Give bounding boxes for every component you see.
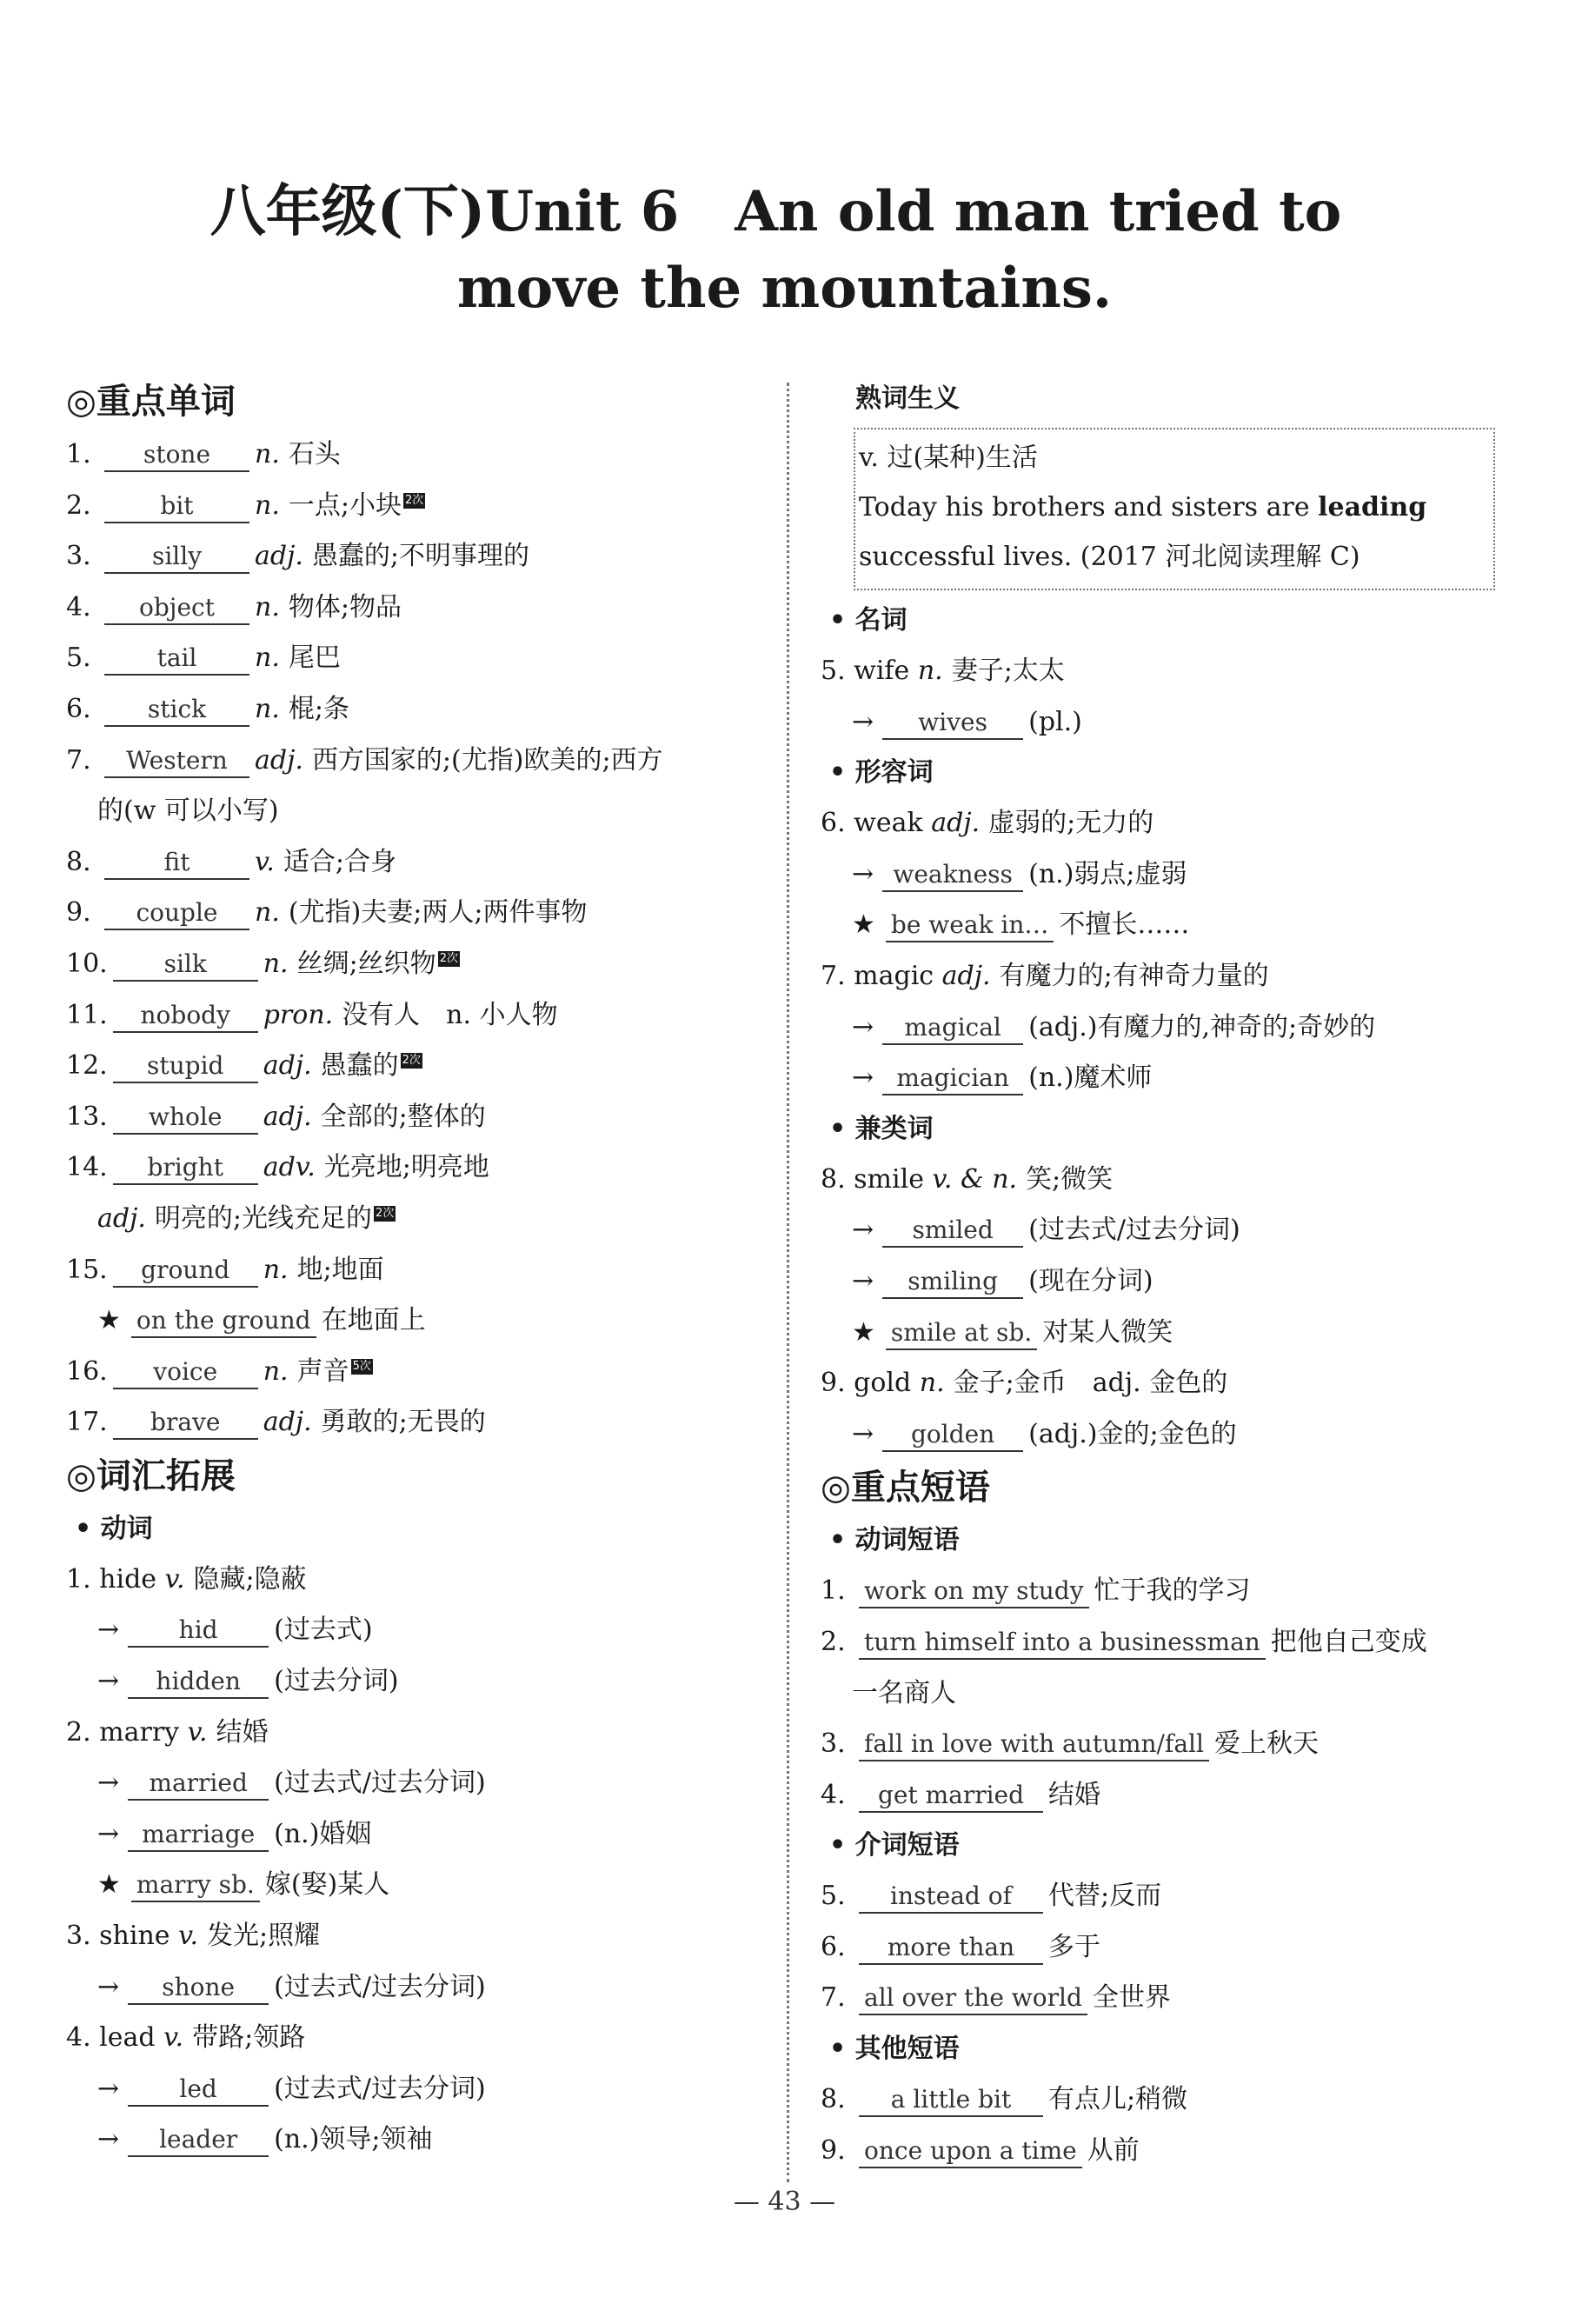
- form-row: [821, 1053, 1516, 1104]
- meaning: 结婚: [216, 1716, 269, 1748]
- meaning: 西方国家的;(尤指)欧美的;西方: [311, 744, 663, 776]
- item-number: 1.: [821, 1575, 846, 1607]
- frequency-badge: 2次: [376, 1206, 395, 1220]
- meaning: 石头: [288, 439, 341, 469]
- phrase-meaning: 在地面上: [321, 1305, 426, 1336]
- form-row: [66, 2064, 761, 2115]
- item-number: 2.: [821, 1626, 846, 1657]
- page-number: — 43 —: [733, 2187, 836, 2217]
- item-number: 9.: [66, 897, 91, 929]
- part-of-speech: v.: [187, 1716, 208, 1748]
- entry-head: 9. gold: [821, 1368, 912, 1399]
- answer-blank: stone: [104, 439, 249, 472]
- form-row: [66, 1605, 761, 1656]
- meaning: 有魔力的;有神奇力量的: [999, 960, 1269, 991]
- answer-blank: magician: [882, 1062, 1023, 1095]
- left-column: [66, 374, 761, 2166]
- box-example: [859, 483, 1485, 582]
- part-of-speech: v.: [255, 846, 275, 877]
- phrase-meaning: 全世界: [1092, 1982, 1171, 2014]
- phrase-meaning: 嫁(娶)某人: [264, 1869, 390, 1901]
- item-number: 7.: [66, 744, 91, 776]
- answer-blank: wives: [882, 707, 1023, 740]
- arrow-icon: →: [97, 2073, 120, 2104]
- form-row: [66, 2114, 761, 2166]
- part-of-speech: v.: [163, 2022, 184, 2054]
- phrase-item: [821, 1566, 1516, 1617]
- answer-blank: smiling: [882, 1266, 1023, 1299]
- right-column: [821, 374, 1516, 2176]
- answer-blank: nobody: [113, 1000, 258, 1033]
- vocab-item: [66, 583, 761, 634]
- entry-wife: [821, 646, 1516, 697]
- part-of-speech: n.: [919, 1368, 945, 1399]
- phrase-meaning: 把他自己变成: [1270, 1626, 1427, 1657]
- title-line-2: move the mountains.: [456, 256, 1113, 321]
- answer-blank: voice: [113, 1356, 258, 1389]
- part-of-speech: n.: [255, 643, 280, 674]
- item-number: 2.: [66, 489, 91, 521]
- part-of-speech: n.: [255, 489, 280, 521]
- arrow-icon: →: [852, 1215, 874, 1246]
- answer-blank: weakness: [882, 859, 1023, 892]
- arrow-icon: →: [97, 2124, 120, 2155]
- phrase-meaning: 忙于我的学习: [1094, 1575, 1251, 1607]
- form-row: [66, 1656, 761, 1708]
- answer-blank: leader: [128, 2124, 269, 2157]
- form-row: [821, 1256, 1516, 1308]
- answer-blank: bright: [113, 1152, 258, 1185]
- vocab-item: [66, 430, 761, 481]
- arrow-icon: →: [97, 1768, 120, 1799]
- item-number: 13.: [66, 1101, 108, 1132]
- vocab-item: [66, 1347, 761, 1398]
- familiar-word-label: 熟词生义: [855, 383, 960, 414]
- meaning: 带路;领路: [192, 2022, 306, 2054]
- part-of-speech: pron.: [263, 999, 334, 1030]
- answer-blank: fall in love with autumn/fall: [859, 1728, 1209, 1761]
- phrase-item: [821, 1871, 1516, 1922]
- answer-blank: ground: [113, 1255, 258, 1288]
- subheading-other-phrases: • 其他短语: [829, 2034, 960, 2065]
- meaning: 勇敢的;无畏的: [320, 1407, 486, 1438]
- answer-blank: brave: [113, 1407, 258, 1440]
- item-number: 1.: [66, 439, 91, 469]
- arrow-icon: →: [97, 1615, 120, 1646]
- part-of-speech: n.: [263, 1355, 289, 1387]
- arrow-icon: →: [852, 1011, 874, 1042]
- phrase-row: [821, 1308, 1516, 1359]
- frequency-badge: 5次: [352, 1359, 371, 1373]
- answer-blank: hid: [128, 1615, 269, 1648]
- page-title: [0, 174, 1569, 327]
- entry-head: 4. lead: [66, 2022, 156, 2054]
- answer-blank: once upon a time: [859, 2135, 1082, 2168]
- answer-blank: a little bit: [859, 2084, 1043, 2117]
- form-row: [66, 1758, 761, 1809]
- answer-blank: instead of: [859, 1881, 1043, 1914]
- example-bold-word: leading: [1318, 492, 1427, 523]
- meaning: 棍;条: [288, 693, 349, 724]
- part-of-speech: adj.: [941, 960, 991, 991]
- item-number: 5.: [821, 1881, 846, 1912]
- item-number: 5.: [66, 643, 91, 674]
- part-of-speech: adj.: [255, 744, 303, 776]
- item-number: 7.: [821, 1982, 846, 2014]
- title-line-1: 八年级(下)Unit 6 An old man tried to: [209, 179, 1342, 244]
- arrow-icon: →: [852, 1265, 874, 1296]
- form-note: (过去式/过去分词): [274, 1768, 486, 1799]
- entry-head: 2. marry: [66, 1716, 180, 1748]
- part-of-speech: v. & n.: [932, 1163, 1018, 1195]
- continuation-line: [66, 1194, 761, 1245]
- continuation-line: 的(w 可以小写): [97, 796, 279, 827]
- arrow-icon: →: [852, 858, 874, 889]
- form-note: (n.)弱点;虚弱: [1028, 858, 1187, 889]
- phrase-meaning: 对某人微笑: [1042, 1316, 1173, 1348]
- form-row: [821, 1002, 1516, 1054]
- section-heading-key-words: ◎重点单词: [66, 382, 236, 422]
- form-row: [66, 1962, 761, 2014]
- answer-blank: be weak in…: [886, 909, 1054, 942]
- entry-lead: [66, 2013, 761, 2064]
- answer-blank: get married: [859, 1780, 1043, 1813]
- frequency-badge: 2次: [402, 1054, 421, 1068]
- form-row: [821, 697, 1516, 749]
- meaning: 尾巴: [288, 643, 341, 674]
- meaning: 声音: [296, 1355, 349, 1387]
- phrase-row: [66, 1295, 761, 1347]
- frequency-badge: 2次: [439, 951, 458, 965]
- meaning: 一点;小块: [288, 489, 402, 521]
- subheading-prep-phrases: • 介词短语: [829, 1830, 960, 1861]
- form-row: [66, 1809, 761, 1861]
- entry-gold: [821, 1358, 1516, 1409]
- meaning: 妻子;太太: [951, 656, 1065, 686]
- answer-blank: silly: [104, 541, 249, 574]
- subheading-verbs: • 动词: [75, 1513, 153, 1544]
- answer-blank: all over the world: [859, 1982, 1087, 2015]
- vocab-item: [66, 736, 761, 787]
- vocab-item: [66, 990, 761, 1042]
- phrase-item: [821, 1770, 1516, 1821]
- form-note: (过去分词): [274, 1666, 399, 1697]
- frequency-badge: 2次: [404, 493, 424, 507]
- vocab-item: [66, 1397, 761, 1448]
- entry-head: 8. smile: [821, 1163, 924, 1195]
- item-number: 16.: [66, 1355, 108, 1387]
- answer-blank: on the ground: [131, 1305, 316, 1338]
- part-of-speech: adj.: [255, 541, 303, 572]
- meaning: 明亮的;光线充足的: [154, 1202, 373, 1234]
- phrase-meaning: 从前: [1087, 2134, 1140, 2166]
- meaning: 金子;金币 adj. 金色的: [953, 1368, 1228, 1399]
- answer-blank: magical: [882, 1012, 1023, 1045]
- phrase-item: [821, 1922, 1516, 1974]
- phrase-meaning: 结婚: [1048, 1779, 1100, 1810]
- arrow-icon: →: [97, 1971, 120, 2002]
- arrow-icon: →: [852, 1418, 874, 1449]
- meaning: 愚蠢的: [320, 1050, 399, 1082]
- form-note: (过去式/过去分词): [1028, 1215, 1240, 1246]
- vocab-item: [66, 1041, 761, 1092]
- example-text-before: Today his brothers and sisters are: [859, 492, 1319, 523]
- subheading-multi-class: • 兼类词: [829, 1113, 934, 1144]
- entry-hide: [66, 1555, 761, 1606]
- form-row: [821, 849, 1516, 901]
- form-row: [821, 1205, 1516, 1256]
- phrase-meaning: 代替;反而: [1048, 1881, 1162, 1912]
- answer-blank: whole: [113, 1102, 258, 1135]
- item-number: 15.: [66, 1254, 108, 1285]
- column-divider: [787, 383, 789, 2182]
- item-number: 4.: [821, 1779, 846, 1810]
- answer-blank: tail: [104, 643, 249, 676]
- vocab-item: [66, 633, 761, 684]
- part-of-speech: n.: [255, 693, 280, 724]
- form-note: (n.)婚姻: [274, 1818, 372, 1849]
- phrase-meaning: 不擅长……: [1059, 909, 1190, 941]
- vocab-item: [66, 1245, 761, 1296]
- item-number: 17.: [66, 1407, 108, 1438]
- meaning: 愚蠢的;不明事理的: [311, 541, 530, 572]
- answer-blank: shone: [128, 1972, 269, 2005]
- answer-blank: smile at sb.: [886, 1317, 1037, 1350]
- part-of-speech: n.: [255, 897, 280, 929]
- arrow-icon: →: [852, 706, 874, 737]
- phrase-meaning: 爱上秋天: [1213, 1728, 1319, 1760]
- part-of-speech: adj.: [263, 1101, 312, 1132]
- part-of-speech: n.: [263, 1254, 289, 1285]
- form-note: (n.)领导;领袖: [274, 2124, 433, 2155]
- other-phrase-list: [821, 2074, 1516, 2176]
- answer-blank: silk: [113, 949, 258, 982]
- subheading-verb-phrases: • 动词短语: [829, 1525, 960, 1556]
- meaning: 隐藏;隐蔽: [193, 1563, 307, 1595]
- vocab-item: [66, 837, 761, 889]
- form-note: (过去式/过去分词): [274, 2073, 486, 2104]
- item-number: 6.: [821, 1931, 846, 1962]
- vocab-item: [66, 531, 761, 583]
- entry-head: 1. hide: [66, 1563, 157, 1595]
- phrase-item: [821, 1719, 1516, 1770]
- vocab-item: [66, 939, 761, 990]
- entry-head: 6. weak: [821, 808, 923, 839]
- entry-smile: [821, 1155, 1516, 1206]
- part-of-speech: n.: [255, 591, 280, 623]
- familiar-word-box: [854, 428, 1495, 590]
- answer-blank: more than: [859, 1932, 1043, 1965]
- answer-blank: stupid: [113, 1050, 258, 1083]
- part-of-speech: n.: [917, 656, 943, 686]
- answer-blank: hidden: [128, 1666, 269, 1699]
- answer-blank: smiled: [882, 1215, 1023, 1248]
- answer-blank: led: [128, 2074, 269, 2107]
- meaning: 发光;照耀: [207, 1921, 321, 1952]
- form-note: (adj.)金的;金色的: [1028, 1418, 1237, 1449]
- example-text-after: successful lives. (2017 河北阅读理解 C): [859, 542, 1360, 572]
- meaning: 光亮地;明亮地: [323, 1152, 489, 1183]
- answer-blank: bit: [104, 490, 249, 523]
- entry-head: 3. shine: [66, 1921, 170, 1952]
- form-note: (过去式/过去分词): [274, 1971, 486, 2002]
- meaning: 适合;合身: [283, 846, 397, 877]
- item-number: 12.: [66, 1050, 108, 1082]
- part-of-speech: adj.: [263, 1407, 312, 1438]
- arrow-icon: →: [97, 1666, 120, 1697]
- item-number: 3.: [821, 1728, 846, 1760]
- continuation-line: 一名商人: [852, 1677, 956, 1708]
- entry-magic: [821, 951, 1516, 1002]
- answer-blank: married: [128, 1768, 269, 1801]
- part-of-speech: adj.: [263, 1050, 312, 1082]
- answer-blank: Western: [104, 745, 249, 778]
- form-note: (pl.): [1028, 706, 1082, 737]
- item-number: 8.: [66, 846, 91, 877]
- meaning: 笑;微笑: [1026, 1163, 1114, 1195]
- answer-blank: turn himself into a businessman: [859, 1627, 1266, 1660]
- meaning: 物体;物品: [288, 591, 402, 623]
- entry-marry: [66, 1708, 761, 1759]
- verb-phrase-list: [821, 1566, 1516, 1821]
- box-definition: v. 过(某种)生活: [859, 443, 1038, 473]
- entry-weak: [821, 798, 1516, 849]
- part-of-speech: adj.: [97, 1202, 146, 1234]
- answer-blank: fit: [104, 847, 249, 880]
- section-heading-key-phrases: ◎重点短语: [821, 1468, 990, 1508]
- entry-head: 7. magic: [821, 960, 934, 991]
- arrow-icon: →: [97, 1818, 120, 1849]
- form-note: (n.)魔术师: [1028, 1062, 1153, 1094]
- vocab-item: [66, 481, 761, 532]
- answer-blank: marriage: [128, 1819, 269, 1852]
- prep-phrase-list: [821, 1871, 1516, 2024]
- meaning: (尤指)夫妻;两人;两件事物: [288, 897, 588, 929]
- part-of-speech: adj.: [931, 808, 981, 839]
- form-note: (现在分词): [1028, 1265, 1153, 1296]
- phrase-item: [821, 2074, 1516, 2126]
- vocab-item: [66, 1092, 761, 1143]
- part-of-speech: v.: [178, 1921, 199, 1952]
- form-row: [821, 1409, 1516, 1461]
- arrow-icon: →: [852, 1062, 874, 1094]
- section-heading-vocab-expansion: ◎词汇拓展: [66, 1455, 236, 1496]
- form-note: (adj.)有魔力的,神奇的;奇妙的: [1028, 1011, 1376, 1042]
- item-number: 6.: [66, 693, 91, 724]
- star-icon: ★: [97, 1305, 121, 1336]
- part-of-speech: v.: [164, 1563, 185, 1595]
- meaning: 丝绸;丝织物: [296, 948, 436, 979]
- vocab-item: [66, 684, 761, 736]
- star-icon: ★: [97, 1869, 121, 1901]
- item-number: 8.: [821, 2084, 846, 2115]
- answer-blank: couple: [104, 897, 249, 930]
- phrase-row: [66, 1860, 761, 1911]
- entry-shine: [66, 1911, 761, 1962]
- item-number: 9.: [821, 2134, 846, 2166]
- phrase-meaning: 有点儿;稍微: [1048, 2084, 1188, 2115]
- subheading-adjectives: • 形容词: [829, 757, 934, 789]
- answer-blank: marry sb.: [131, 1869, 260, 1902]
- phrase-row: [821, 900, 1516, 951]
- meaning: 地;地面: [296, 1254, 384, 1285]
- meaning: 没有人 n. 小人物: [342, 999, 558, 1030]
- answer-blank: work on my study: [859, 1575, 1089, 1608]
- phrase-item: [821, 2126, 1516, 2177]
- part-of-speech: adv.: [263, 1152, 316, 1183]
- part-of-speech: n.: [255, 439, 280, 469]
- vocab-list: [66, 430, 761, 1448]
- meaning: 虚弱的;无力的: [988, 808, 1154, 839]
- item-number: 3.: [66, 541, 91, 572]
- part-of-speech: n.: [263, 948, 289, 979]
- star-icon: ★: [852, 1316, 875, 1348]
- item-number: 11.: [66, 999, 108, 1030]
- phrase-meaning: 多于: [1048, 1931, 1100, 1962]
- form-note: (过去式): [274, 1615, 373, 1646]
- phrase-item: [821, 1973, 1516, 2024]
- item-number: 14.: [66, 1152, 108, 1183]
- entry-head: 5. wife: [821, 656, 910, 686]
- phrase-item: [821, 1617, 1516, 1668]
- item-number: 10.: [66, 948, 108, 979]
- subheading-nouns: • 名词: [829, 605, 907, 636]
- answer-blank: golden: [882, 1419, 1023, 1452]
- answer-blank: stick: [104, 694, 249, 727]
- vocab-item: [66, 888, 761, 939]
- item-number: 4.: [66, 591, 91, 623]
- answer-blank: object: [104, 592, 249, 625]
- star-icon: ★: [852, 909, 875, 941]
- meaning: 全部的;整体的: [320, 1101, 486, 1132]
- vocab-item: [66, 1142, 761, 1194]
